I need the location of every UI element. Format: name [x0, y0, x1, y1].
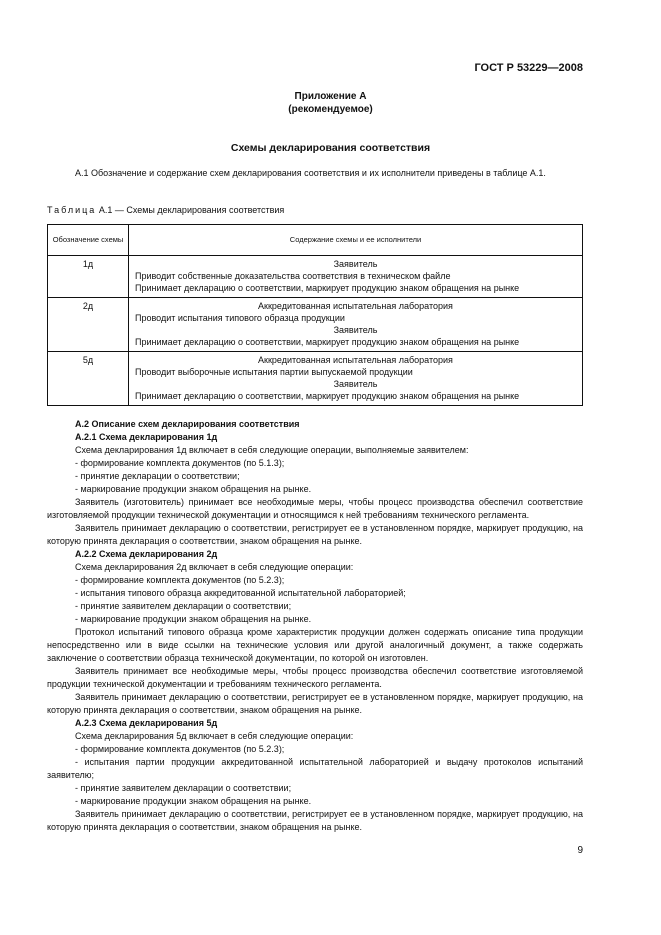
section-a2	[47, 418, 583, 834]
scheme-code: 5д	[48, 352, 129, 406]
table-header-row	[48, 225, 583, 256]
executor: Заявитель	[333, 379, 378, 389]
table-row	[48, 352, 583, 406]
subsection-1d-title: А.2.1 Схема декларирования 1д	[75, 432, 218, 442]
standard-number: ГОСТ Р 53229—2008	[474, 62, 583, 74]
subsection-5d-title: А.2.3 Схема декларирования 5д	[75, 718, 218, 728]
scheme-content	[129, 352, 583, 406]
table-caption-prefix: Таблица	[47, 205, 97, 215]
action: Приводит собственные доказательства соответствия в техническом файле	[135, 271, 451, 281]
list-item: - принятие заявителем декларации о соответствии;	[75, 783, 292, 793]
subsection-2d-title: А.2.2 Схема декларирования 2д	[75, 549, 218, 559]
scheme-content	[129, 298, 583, 352]
list-item: - испытания типового образца аккредитованной испытательной лабораторией;	[75, 588, 406, 598]
intro-paragraph: А.1 Обозначение и содержание схем декларирования соответствия и их исполнители приведены в таблице А.1.	[75, 168, 546, 178]
executor: Заявитель	[333, 259, 378, 269]
scheme-code: 2д	[48, 298, 129, 352]
page-number: 9	[577, 845, 583, 856]
executor: Заявитель	[333, 325, 378, 335]
table-row	[48, 298, 583, 352]
list-item: - испытания партии продукции аккредитованной испытательной лабораторией и выдачу протоколов испытаний заявителю;	[47, 757, 583, 780]
paragraph: Заявитель принимает декларацию о соответствии, регистрирует ее в установленном порядке, маркирует продукцию, на которую принята декларация о соответствии, знаком обращения на рынке.	[47, 523, 583, 546]
subsection-1d-intro: Схема декларирования 1д включает в себя следующие операции, выполняемые заявителем:	[75, 445, 469, 455]
paragraph: Заявитель принимает декларацию о соответствии, регистрирует ее в установленном порядке, маркирует продукцию, на которую принята декларация о соответствии, знаком обращения на рынке.	[47, 809, 583, 832]
list-item: - маркирование продукции знаком обращения на рынке.	[75, 796, 312, 806]
list-item: - формирование комплекта документов (по 5.1.3);	[75, 458, 285, 468]
column-header-code: Обозначение схемы	[48, 225, 129, 256]
table-caption-text: А.1 — Схемы декларирования соответствия	[98, 205, 285, 215]
action: Принимает декларацию о соответствии, маркирует продукцию знаком обращения на рынке	[135, 391, 520, 401]
list-item: - принятие заявителем декларации о соответствии;	[75, 601, 292, 611]
table-caption	[47, 205, 284, 215]
column-header-content: Содержание схемы и ее исполнители	[129, 225, 583, 256]
list-item: - маркирование продукции знаком обращения на рынке.	[75, 614, 312, 624]
subsection-5d-intro: Схема декларирования 5д включает в себя следующие операции:	[75, 731, 354, 741]
paragraph: Заявитель (изготовитель) принимает все необходимые меры, чтобы процесс производства обеспечил соответствие изготовляемой продукции технической документации и относящимся к ней требованиям технического регламента.	[47, 497, 583, 520]
list-item: - формирование комплекта документов (по 5.2.3);	[75, 744, 285, 754]
appendix-title: Приложение А	[294, 91, 367, 102]
paragraph: Заявитель принимает все необходимые меры, чтобы процесс производства обеспечил соответствие изготовляемой продукции технической документации и требованиям технического регламента.	[47, 666, 583, 689]
list-item: - формирование комплекта документов (по 5.2.3);	[75, 575, 285, 585]
table-row	[48, 256, 583, 298]
paragraph: Заявитель принимает декларацию о соответствии, регистрирует ее в установленном порядке, маркирует продукцию, на которую принята декларация о соответствии, знаком обращения на рынке.	[47, 692, 583, 715]
section-title: Схемы декларирования соответствия	[230, 142, 431, 154]
section-a2-title: А.2 Описание схем декларирования соответствия	[75, 419, 300, 429]
executor: Аккредитованная испытательная лаборатория	[258, 301, 453, 311]
action: Принимает декларацию о соответствии, маркирует продукцию знаком обращения на рынке	[135, 337, 520, 347]
subsection-2d-intro: Схема декларирования 2д включает в себя следующие операции:	[75, 562, 354, 572]
executor: Аккредитованная испытательная лаборатория	[258, 355, 453, 365]
schemes-table	[47, 224, 583, 406]
action: Проводит выборочные испытания партии выпускаемой продукции	[135, 367, 413, 377]
scheme-code: 1д	[48, 256, 129, 298]
list-item: - принятие декларации о соответствии;	[75, 471, 240, 481]
appendix-subtitle: (рекомендуемое)	[288, 104, 373, 115]
paragraph: Протокол испытаний типового образца кроме характеристик продукции должен содержать описание типа продукции непосредственно или в виде ссылки на технические условия или другой аналогичный документ, а также содержать заключение о соответствии образца технической документации, по которой он изготовлен.	[47, 627, 583, 663]
action: Принимает декларацию о соответствии, маркирует продукцию знаком обращения на рынке	[135, 283, 520, 293]
appendix-heading	[0, 90, 661, 116]
list-item: - маркирование продукции знаком обращения на рынке.	[75, 484, 312, 494]
action: Проводит испытания типового образца продукции	[135, 313, 345, 323]
scheme-content	[129, 256, 583, 298]
